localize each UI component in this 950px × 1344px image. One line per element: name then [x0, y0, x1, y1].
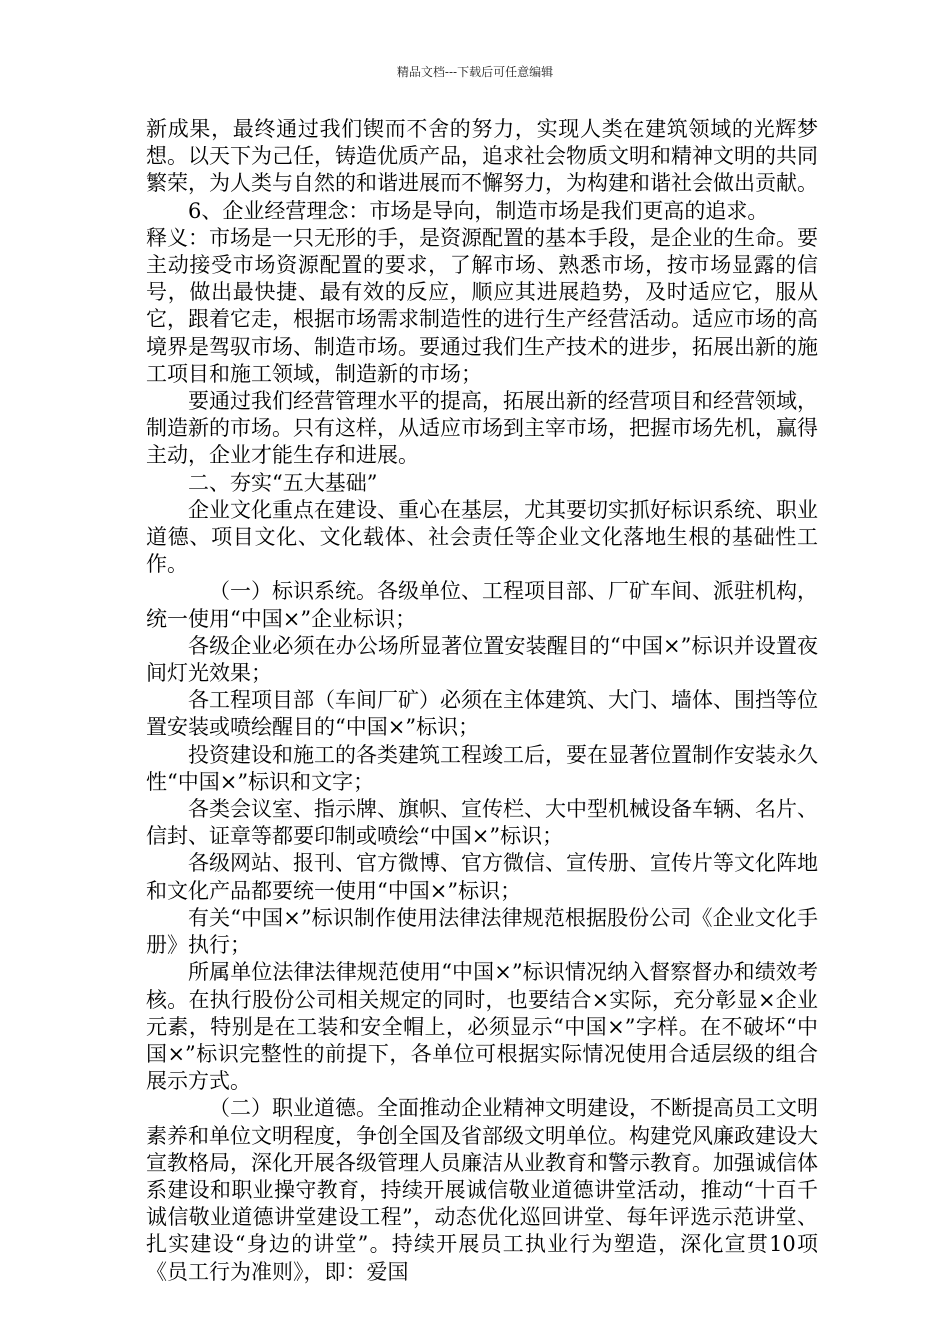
paragraph-1: 新成果，最终通过我们锲而不舍的努力，实现人类在建筑领域的光辉梦想。以天下为己任，铸造优质产品，追求社会物质文明和精神文明的共同繁荣，为人类与自然的和谐进展而不懈努力，为构建和谐社会做出贡献。	[146, 117, 818, 196]
paragraph-12: 各级网站、报刊、官方微博、官方微信、宣传册、宣传片等文化阵地和文化产品都要统一使用“中国×”标识；	[146, 851, 818, 903]
document-body	[146, 116, 818, 1286]
paragraph-13: 有关“中国×”标识制作使用法律法律规范根据股份公司《企业文化手册》执行；	[146, 905, 818, 958]
section-heading: 二、夯实“五大基础”	[188, 470, 378, 495]
paragraph-3: 释义：市场是一只无形的手，是资源配置的基本手段，是企业的生命。要主动接受市场资源配置的要求，了解市场、熟悉市场，按市场显露的信号，做出最快捷、最有效的反应，顺应其进展趋势，及时适应它，服从它，跟着它走，根据市场需求制造性的进行生产经营活动。适应市场的高境界是驾驭市场、制造市场。要通过我们生产技术的进步，拓展出新的施工项目和施工领域，制造新的市场；	[146, 225, 818, 386]
paragraph-15: （二）职业道德。全面推动企业精神文明建设，不断提高员工文明素养和单位文明程度，争创全国及省部级文明单位。构建党风廉政建设大宣教格局，深化开展各级管理人员廉洁从业教育和警示教育。加强诚信体系建设和职业操守教育，持续开展诚信敬业道德讲堂活动，推动“十百千诚信敬业道德讲堂建设工程”，动态优化巡回讲堂、每年评选示范讲堂、扎实建设“身边的讲堂”。持续开展员工执业行为塑造，深化宣贯10项《员工行为准则》，即：爱国	[146, 1096, 818, 1284]
paragraph-7: （一）标识系统。各级单位、工程项目部、厂矿车间、派驻机构，统一使用“中国×”企业标识；	[146, 579, 818, 631]
paragraph-10: 投资建设和施工的各类建筑工程竣工后，要在显著位置制作安装永久性“中国×”标识和文字；	[146, 742, 818, 794]
paragraph-6: 企业文化重点在建设、重心在基层，尤其要切实抓好标识系统、职业道德、项目文化、文化载体、社会责任等企业文化落地生根的基础性工作。	[146, 497, 818, 577]
paragraph-2: 6、企业经营理念：市场是导向，制造市场是我们更高的追求。	[188, 198, 769, 223]
paragraph-9: 各工程项目部（车间厂矿）必须在主体建筑、大门、墙体、围挡等位置安装或喷绘醒目的“中国×”标识；	[146, 688, 818, 740]
paragraph-11: 各类会议室、指示牌、旗帜、宣传栏、大中型机械设备车辆、名片、信封、证章等都要印制或喷绘“中国×”标识；	[146, 797, 818, 849]
paragraph-8: 各级企业必须在办公场所显著位置安装醒目的“中国×”标识并设置夜间灯光效果；	[146, 633, 818, 686]
paragraph-4: 要通过我们经营管理水平的提高，拓展出新的经营项目和经营领域，制造新的市场。只有这样，从适应市场到主宰市场，把握市场先机，赢得主动，企业才能生存和进展。	[146, 389, 818, 468]
paragraph-14: 所属单位法律法律规范使用“中国×”标识情况纳入督察督办和绩效考核。在执行股份公司相关规定的同时，也要结合×实际，充分彰显×企业元素，特别是在工装和安全帽上，必须显示“中国×”字样。在不破坏“中国×”标识完整性的前提下，各单位可根据实际情况使用合适层级的组合展示方式。	[146, 960, 818, 1094]
page-header: 精品文档---下载后可任意编辑	[396, 65, 554, 79]
